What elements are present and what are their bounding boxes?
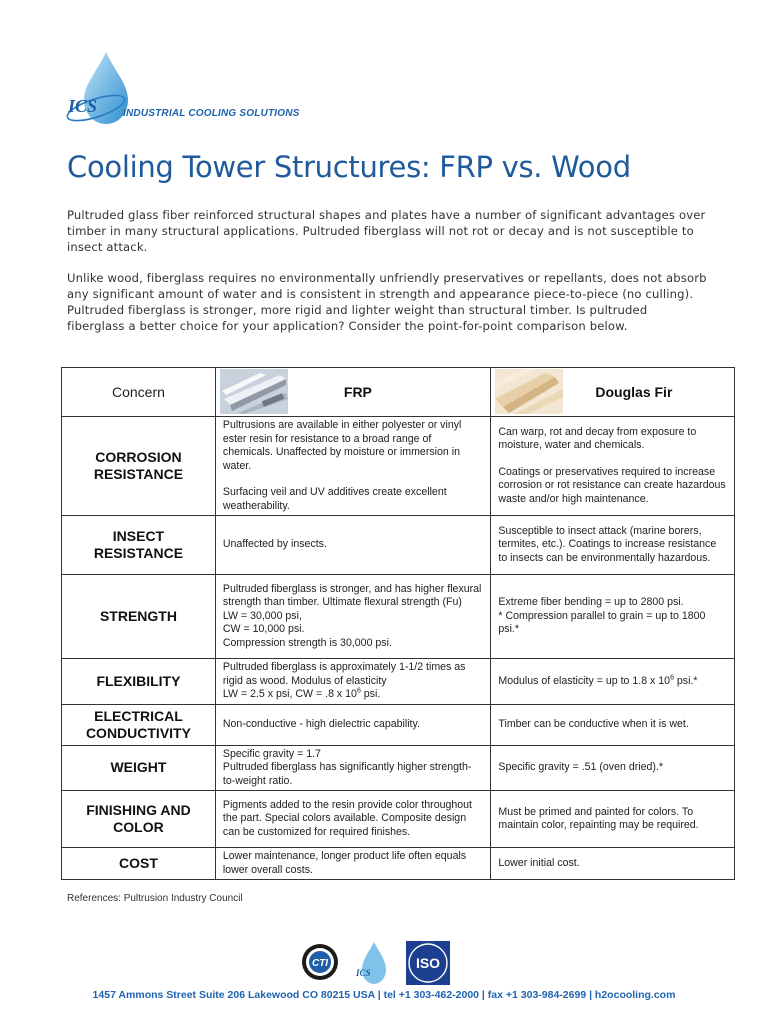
cell-text [498,675,727,689]
cell-text: Non-conductive - high dielectric capability. [222,717,420,730]
cell-text: Pultruded fiberglass has significantly higher strength-to-weight ratio. [222,761,472,787]
cell-text: Extreme fiber bending = up to 2800 psi. [498,596,684,609]
cell-text: psi. [360,688,381,700]
frp-finishing-cell [215,791,491,848]
cell-text: CW = 10,000 psi. [222,623,305,636]
fir-corrosion-cell [491,417,735,516]
fir-finishing-cell [491,791,735,848]
wood-planks-image [495,369,563,414]
frp-flexibility-cell [215,659,491,705]
cell-text: Modulus of elasticity = up to 1.8 x 10 [498,674,671,687]
concern-finishing-and-color [62,791,216,848]
fir-flexibility-cell [491,659,735,705]
cell-text: Can warp, rot and decay from exposure to moisture, water and chemicals. [498,425,697,452]
frp-corrosion-cell [215,417,491,516]
fir-strength-cell [491,575,735,659]
header-frp [215,368,491,417]
concern-line: FINISHING AND [86,802,191,818]
concern-line: RESISTANCE [93,545,184,561]
table-row [62,417,735,516]
exponent: 6 [670,673,674,681]
table-row [62,745,735,791]
table-row [62,575,735,659]
footer-contact: 1457 Ammons Street Suite 206 Lakewood CO 80215 USA | tel +1 303-462-2000 | fax +1 303-984-2699 | h2ocooling.com [92,989,676,1001]
fir-electrical-cell [491,704,735,745]
page-title: Cooling Tower Structures: FRP vs. Wood [67,150,631,184]
company-name: INDUSTRIAL COOLING SOLUTIONS [123,108,300,119]
cell-text: Pultrusions are available in either polyester or vinyl ester resin for resistance to a broad range of chemicals. Unaffected by moisture or immersion in water. [222,419,462,472]
concern-strength [62,575,216,659]
cell-text: Unaffected by insects. [222,538,327,551]
intro-paragraph-2: Unlike wood, fiberglass requires no environmentally unfriendly preservatives or repellants, does not absorb any significant amount of water and is consistent in strength and appearance piece-to-piece (no culling). Pultruded fiberglass is stronger, more rigid and lighter weight than structural timber. Is pultruded fiberglass a better choice for your application? Consider the point-for-point comparison below. [67,271,707,333]
comparison-table [61,367,735,880]
concern-line: INSECT [112,528,165,544]
svg-text:ICS: ICS [356,968,371,978]
cell-text: * Compression parallel to grain = up to 1800 psi.* [498,609,706,636]
fir-weight-cell [491,745,735,791]
svg-text:CTI: CTI [311,958,329,969]
header-douglas-fir [491,368,735,417]
cell-text: Pultruded fiberglass is approximately 1-1/2 times as rigid as wood. Modulus of elasticity [222,661,466,687]
concern-flexibility [62,659,216,705]
cell-text: Compression strength is 30,000 psi. [222,636,392,649]
certification-badges [300,938,460,988]
cell-text: Lower initial cost. [498,856,580,869]
concern-line: WEIGHT [110,759,167,776]
header-concern: Concern [62,368,216,417]
concern-line: CONDUCTIVITY [85,724,191,741]
cell-text: LW = 2.5 x psi, CW = .8 x 10 [222,688,357,700]
cell-text [223,688,484,702]
concern-line: COST [119,855,158,871]
frp-strength-cell [215,575,491,659]
table-row [62,516,735,575]
cell-text: Lower maintenance, longer product life often equals lower overall costs. [222,850,467,876]
frp-label: FRP [343,384,372,400]
cell-text: Specific gravity = .51 (oven dried).* [498,761,663,773]
table-row [62,659,735,705]
ics-drop-icon [355,942,386,984]
iso-logo-icon [406,941,450,985]
fir-cost-cell [491,848,735,880]
references-note: References: Pultrusion Industry Council [67,893,243,904]
company-logo [66,50,326,130]
fir-insect-cell [491,516,735,575]
concern-line: FLEXIBILITY [96,672,181,689]
concern-line: ELECTRICAL [94,707,183,724]
cell-text: Must be primed and painted for colors. To maintain color, repainting may be required. [498,805,699,831]
frp-weight-cell [215,745,491,791]
cell-text: Timber can be conductive when it is wet. [498,717,689,730]
frp-electrical-cell [215,704,491,745]
cell-text: Pultruded fiberglass is stronger, and has higher flexural strength than timber. Ultimate flexural strength (Fu) [222,582,482,609]
intro-paragraph-1: Pultruded glass fiber reinforced structural shapes and plates have a number of significant advantages over timber in many structural applications. Pultruded fiberglass will not rot or decay and is not susceptible to insect attack. [67,208,706,254]
exponent: 6 [356,687,361,695]
svg-text:ISO: ISO [415,955,441,971]
cell-text: Pigments added to the resin provide color throughout the part. Special colors available. Composite design can be customized for required finishes. [222,798,472,838]
frp-cost-cell [215,848,491,880]
cell-text: Surfacing veil and UV additives create excellent weatherability. [222,486,447,512]
douglas-fir-label: Douglas Fir [595,384,673,400]
cti-seal-icon [302,944,338,980]
cell-text: Susceptible to insect attack (marine borers, termites, etc.). Coatings to increase resistance to insects can be environmentally hazardous. [498,524,717,564]
concern-cost [62,848,216,880]
concern-line: CORROSION [95,449,182,465]
frp-insect-cell [215,516,491,575]
table-row [62,791,735,848]
table-row [62,848,735,880]
cell-text: Coatings or preservatives required to increase corrosion or rot resistance can create hazardous waste and/or high maintenance. [498,465,726,505]
cell-text: LW = 30,000 psi, [222,609,302,622]
frp-profiles-image [220,369,288,414]
concern-corrosion-resistance [62,417,216,516]
svg-text:ICS: ICS [68,96,98,116]
cell-text: Specific gravity = 1.7 [222,747,321,760]
concern-line: STRENGTH [99,608,177,624]
table-header-row [62,368,735,417]
concern-line: COLOR [113,819,164,835]
cell-text: psi.* [673,674,698,687]
concern-electrical-conductivity [62,704,216,745]
concern-weight [62,745,216,791]
table-row [62,704,735,745]
concern-insect-resistance [62,516,216,575]
concern-line: RESISTANCE [93,466,184,482]
